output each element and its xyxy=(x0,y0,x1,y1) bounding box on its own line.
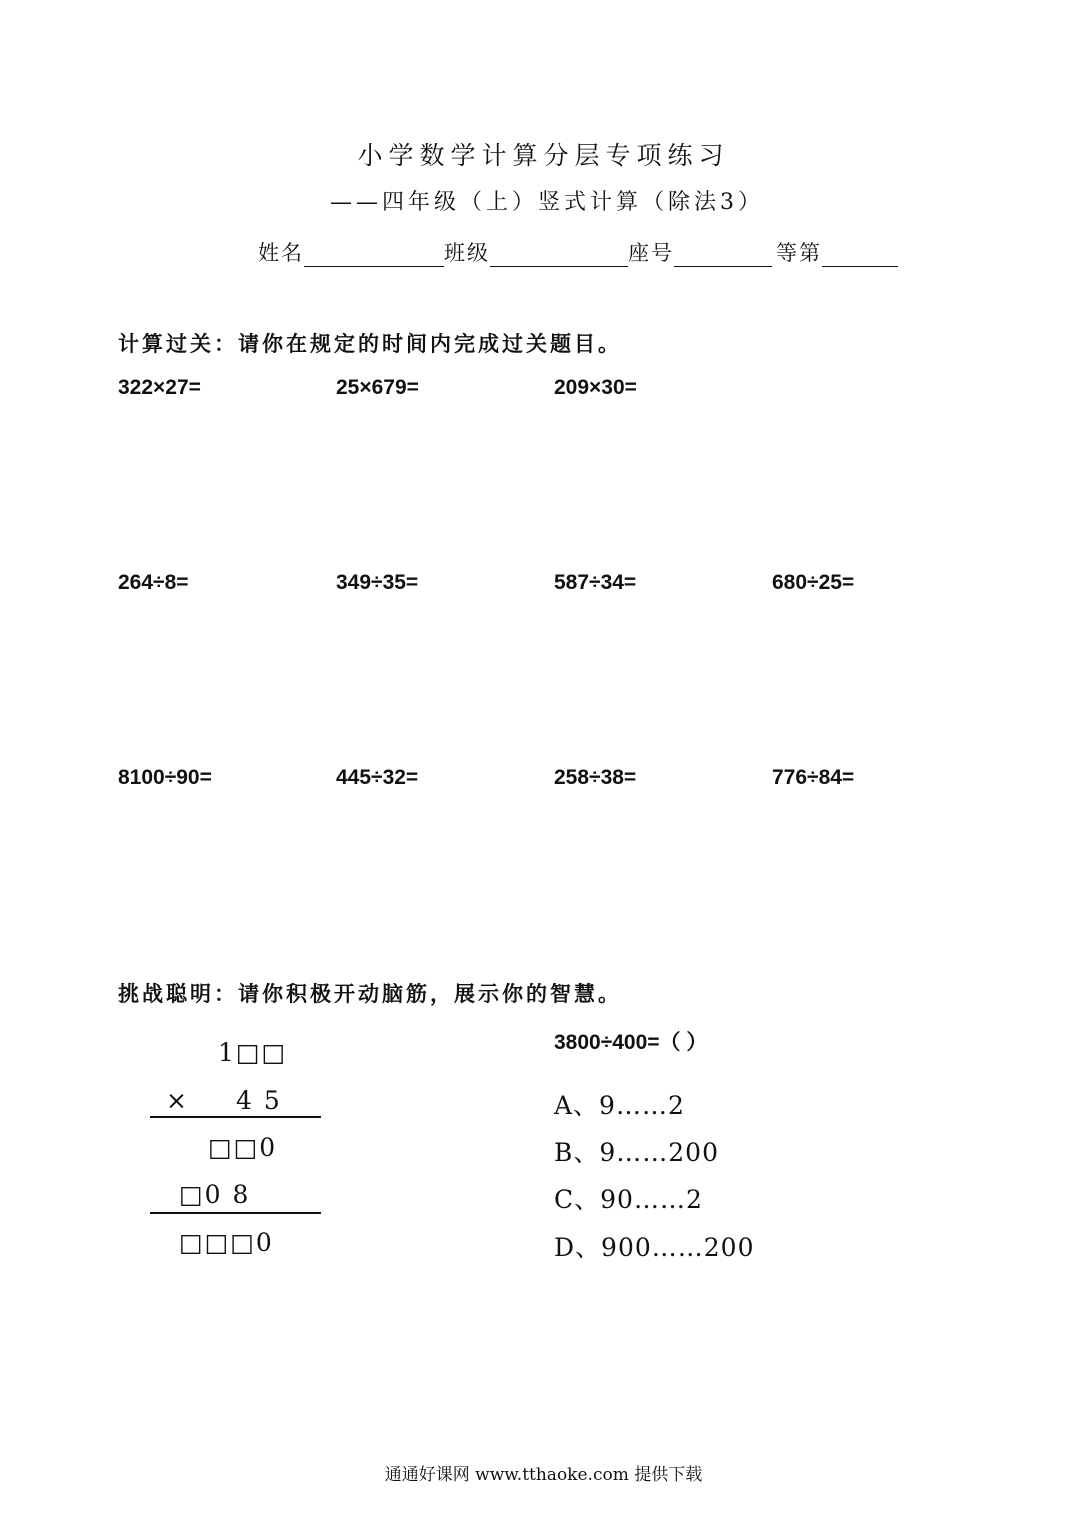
puzzle-line-partial-1: □□0 xyxy=(208,1133,278,1162)
problem-3-4: 776÷84= xyxy=(772,766,855,789)
puzzle-line-multiplicand: 1□□ xyxy=(218,1038,288,1067)
section1-heading: 计算过关： xyxy=(118,331,238,356)
choice-option-a: A、9……2 xyxy=(554,1091,685,1120)
grade-label: 等第 xyxy=(776,241,822,265)
problem-3-2: 445÷32= xyxy=(336,766,419,789)
problem-1-2: 25×679= xyxy=(336,376,419,399)
problem-1-3: 209×30= xyxy=(554,376,637,399)
page-title: 小学数学计算分层专项练习 xyxy=(357,141,730,170)
name-label: 姓名 xyxy=(258,241,304,265)
choice-question: 3800÷400=（ ） xyxy=(554,1031,708,1054)
class-label: 班级 xyxy=(444,241,490,265)
choice-option-c: C、90……2 xyxy=(554,1185,703,1214)
seat-blank[interactable] xyxy=(674,240,772,267)
puzzle-line-partial-2: □0 8 xyxy=(179,1180,251,1209)
page-footer: 通通好课网 www.tthaoke.com 提供下载 xyxy=(384,1465,703,1485)
problem-2-1: 264÷8= xyxy=(118,571,189,594)
section1-header xyxy=(118,328,622,358)
puzzle-rule-1 xyxy=(150,1116,321,1118)
problem-2-3: 587÷34= xyxy=(554,571,637,594)
puzzle-line-product: □□□0 xyxy=(179,1228,274,1257)
section2-instruction: 请你积极开动脑筋，展示你的智慧。 xyxy=(238,981,622,1006)
problem-3-1: 8100÷90= xyxy=(118,766,212,789)
problem-3-3: 258÷38= xyxy=(554,766,637,789)
grade-blank[interactable] xyxy=(822,240,898,267)
problem-2-2: 349÷35= xyxy=(336,571,419,594)
puzzle-line-multiplier: 4 5 xyxy=(236,1086,282,1115)
choice-option-b: B、9……200 xyxy=(554,1138,719,1167)
puzzle-rule-2 xyxy=(150,1212,321,1214)
seat-label: 座号 xyxy=(628,241,674,265)
page-subtitle: ——四年级（上）竖式计算（除法3） xyxy=(330,190,764,215)
puzzle-operator: × xyxy=(166,1086,189,1115)
problem-2-4: 680÷25= xyxy=(772,571,855,594)
student-info-fields xyxy=(258,237,898,267)
section2-heading: 挑战聪明： xyxy=(118,981,238,1006)
section2-header xyxy=(118,978,622,1008)
name-blank[interactable] xyxy=(304,240,444,267)
section1-instruction: 请你在规定的时间内完成过关题目。 xyxy=(238,331,622,356)
problem-1-1: 322×27= xyxy=(118,376,201,399)
class-blank[interactable] xyxy=(490,240,628,267)
choice-option-d: D、900……200 xyxy=(554,1233,755,1262)
